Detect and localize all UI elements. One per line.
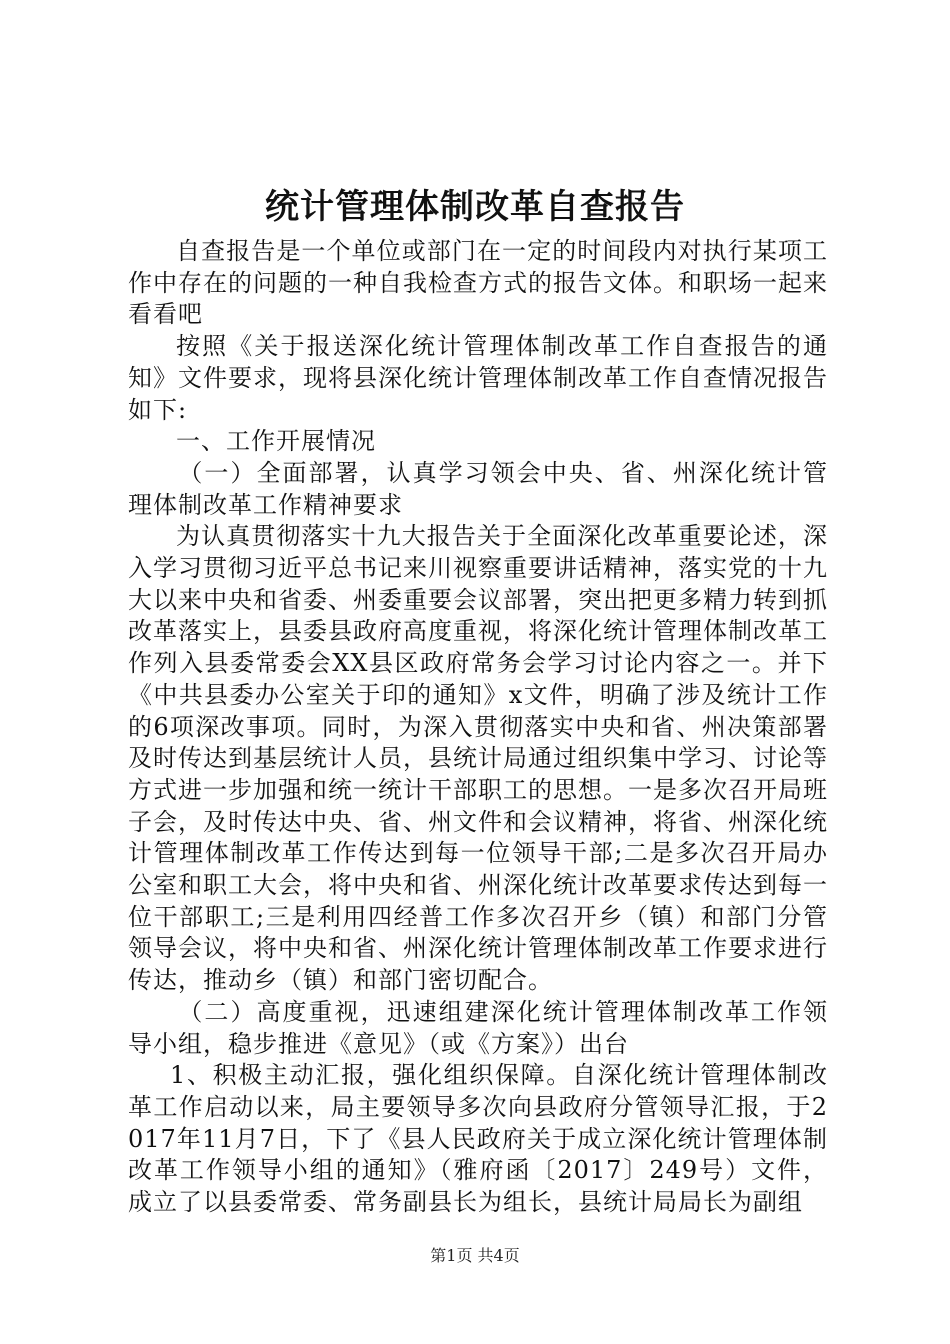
section-heading-work-status: 一、工作开展情况 bbox=[176, 427, 376, 456]
body-paragraph-report: 1、积极主动汇报，强化组织保障。自深化统计管理体制改革工作启动以来，局主要领导多次向县政府分管领导汇报，于2017年11月7日，下了《县人民政府关于成立深化统计管理体制改革工作领导小组的通知》（雅府函〔2017〕249号）文件，成立了以县委常委、常务副县长为组长，县统计局局长为副组 bbox=[128, 1061, 828, 1217]
subsection-heading-2: （二）高度重视，迅速组建深化统计管理体制改革工作领导小组，稳步推进《意见》（或《方案》）出台 bbox=[128, 997, 828, 1058]
document-title: 统计管理体制改革自查报告 bbox=[265, 187, 685, 227]
intro-paragraph: 自查报告是一个单位或部门在一定的时间段内对执行某项工作中存在的问题的一种自我检查方式的报告文体。和职场一起来看看吧 bbox=[128, 237, 828, 329]
document-body bbox=[128, 236, 828, 1219]
body-paragraph-study: 为认真贯彻落实十九大报告关于全面深化改革重要论述，深入学习贯彻习近平总书记来川视察重要讲话精神，落实党的十九大以来中央和省委、州委重要会议部署，突出把更多精力转到抓改革落实上，县委县政府高度重视，将深化统计管理体制改革工作列入县委常委会XX县区政府常务会学习讨论内容之一。并下《中共县委办公室关于印的通知》x文件，明确了涉及统计工作的6项深改事项。同时，为深入贯彻落实中央和省、州决策部署及时传达到基层统计人员，县统计局通过组织集中学习、讨论等方式进一步加强和统一统计干部职工的思想。一是多次召开局班子会，及时传达中央、省、州文件和会议精神，将省、州深化统计管理体制改革工作传达到每一位领导干部;二是多次召开局办公室和职工大会，将中央和省、州深化统计改革要求传达到每一位干部职工;三是利用四经普工作多次召开乡（镇）和部门分管领导会议，将中央和省、州深化统计管理体制改革工作要求进行传达，推动乡（镇）和部门密切配合。 bbox=[128, 522, 828, 995]
notice-paragraph: 按照《关于报送深化统计管理体制改革工作自查报告的通知》文件要求，现将县深化统计管理体制改革工作自查情况报告如下: bbox=[128, 332, 828, 424]
page-number-footer: 第1页 共4页 bbox=[430, 1246, 520, 1265]
subsection-heading-1: （一）全面部署，认真学习领会中央、省、州深化统计管理体制改革工作精神要求 bbox=[128, 458, 828, 519]
